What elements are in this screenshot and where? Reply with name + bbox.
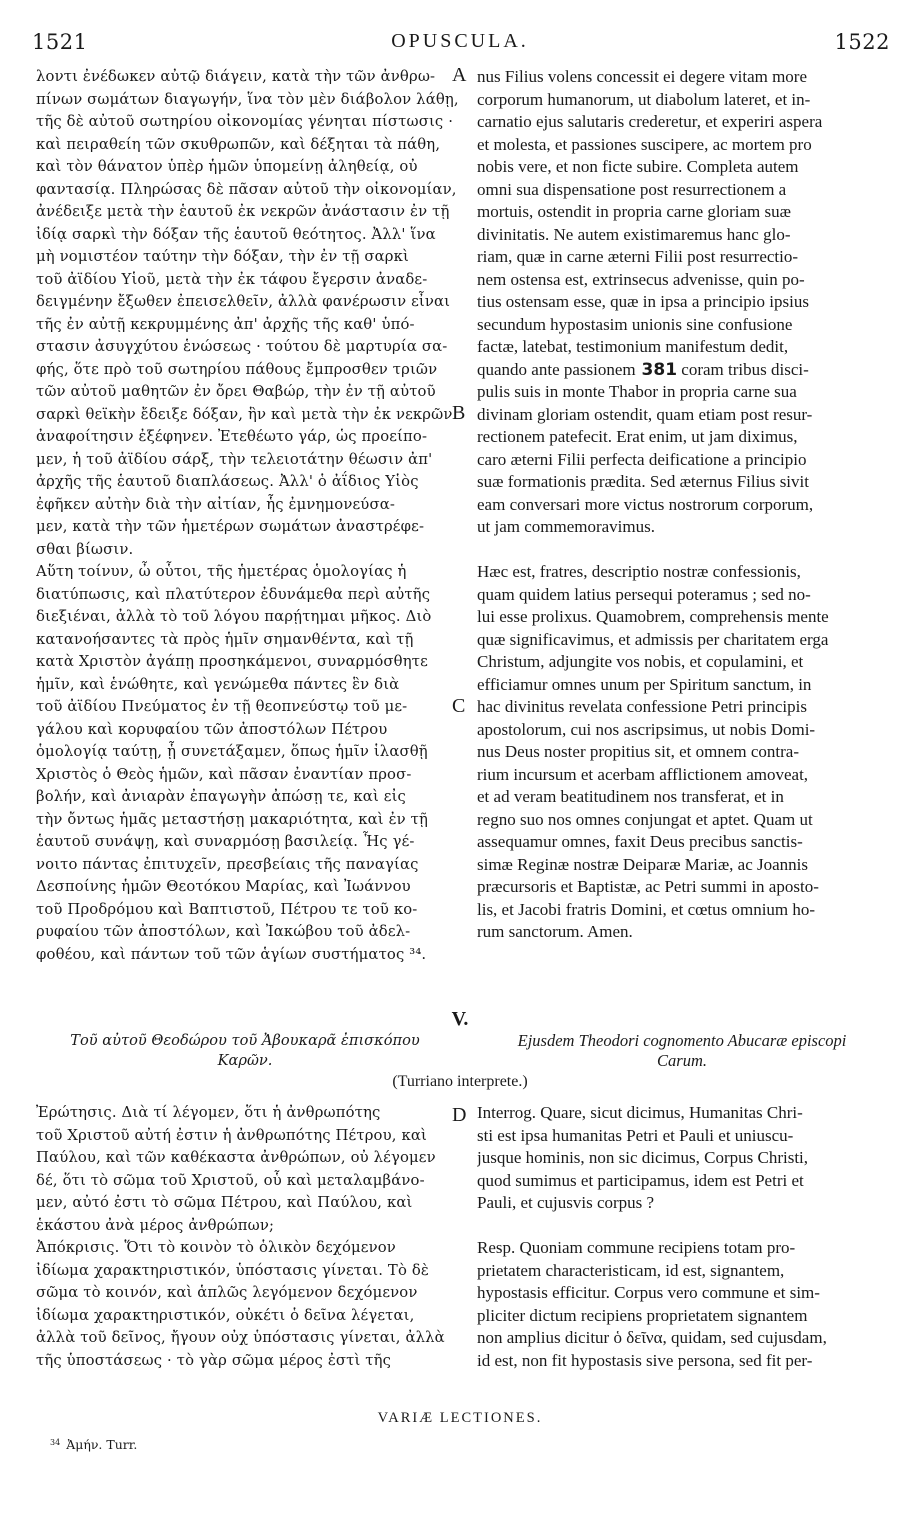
latin-text-line: regno suo nos omnes conjungat et aptet. Quam ut [477, 809, 813, 829]
greek-text-line: τῆς δὲ αὐτοῦ σωτηρίου οἰκονομίας γένηται πίστωσις · [36, 113, 454, 130]
greek-text-line: ἰδίᾳ σαρκὶ τὴν δόξαν τῆς ἑαυτοῦ θεότητος. Ἀλλ' ἵνα [36, 225, 436, 243]
latin-text-line: nem ostensa est, extrinsecus advenisse, quin po- [477, 269, 805, 289]
greek-text-line: βολήν, καὶ ἀνιαρὰν ἐπαγωγὴν ἀπώσῃ τε, καὶ εἰς [36, 788, 406, 805]
greek-text-line: στασιν ἀσυγχύτου ἑνώσεως · τούτου δὲ μαρτυρία σα- [36, 338, 448, 355]
greek-text-line: τὴν ὄντως ἡμᾶς μεταστήσῃ μακαριότητα, καὶ ἐν τῇ [36, 810, 429, 828]
greek-text-line: Αὕτη τοίνυν, ὦ οὗτοι, τῆς ἡμετέρας ὁμολογίας ἡ [36, 563, 407, 580]
greek-text-line: ἀνέδειξε μετὰ τὴν ἑαυτοῦ ἐκ νεκρῶν ἀνάστασιν ἐν τῇ [36, 203, 450, 220]
latin-text-line: pliciter dictum recipiens proprietatem signantem [477, 1305, 808, 1325]
greek-text-line: σῶμα τὸ κοινόν, καὶ ἁπλῶς λεγόμενον δεχόμενον [36, 1284, 418, 1301]
latin-text-line: assequamur omnes, faxit Deus precibus sanctis- [477, 832, 803, 851]
greek-text-line: μεν, κατὰ τὴν τῶν ἡμετέρων σωμάτων ἀναστρέφε- [36, 518, 425, 535]
margin-letter-d: D [452, 1104, 467, 1126]
greek-text-line: γάλου καὶ κορυφαίου τῶν ἀποστόλων Πέτρου [36, 720, 388, 738]
greek-text-line: φής, ὅτε πρὸ τοῦ σωτηρίου πάθους ἔμπροσθεν τριῶν [36, 360, 438, 378]
latin-text-line: et molesta, et passiones suscipere, ac mortem pro [477, 134, 812, 154]
greek-text-line: ρυφαίου τῶν ἀποστόλων, καὶ Ἰακώβου τοῦ ἀδελ- [36, 923, 411, 940]
latin-text-line: lui esse prolixus. Quamobrem, comprehensis mente [477, 607, 829, 626]
greek-text-line: διατύπωσις, καὶ πλατύτερον ἐδυνάμεθα περὶ αὐτῆς [36, 585, 431, 603]
greek-text-line: Παύλου, καὶ τῶν καθέκαστα ἀνθρώπων, οὐ λέγομεν [36, 1149, 436, 1166]
greek-text-line: διεξιέναι, ἀλλὰ τὸ τοῦ λόγου παρῄτημαι μῆκος. Διὸ [36, 608, 432, 625]
greek-text-line: λοντι ἐνέδωκεν αὐτῷ διάγειν, κατὰ τὴν τῶν ἀνθρω- [36, 68, 436, 85]
greek-text-line: τῆς ἐν αὐτῇ κεκρυμμένης ἀπ' ἀρχῆς τῆς καθ' ὑπό- [36, 315, 415, 333]
latin-column-top [477, 66, 885, 944]
latin-text-line: nobis vere, et non ficte subire. Completa autem [477, 157, 799, 176]
greek-text-line: τοῦ Προδρόμου καὶ Βαπτιστοῦ, Πέτρου τε τοῦ κο- [36, 900, 418, 918]
latin-text-line: factæ, latebat, testimonium manifestum dedit, [477, 337, 789, 356]
page-number-left: 1521 [32, 30, 88, 54]
latin-text-line: non amplius dicitur ὁ δεῖνα, quidam, sed cujusdam, [477, 1328, 827, 1347]
greek-text-line: ἰδίωμα χαρακτηριστικόν, οὐκέτι ὁ δεῖνα λέγεται, [36, 1306, 415, 1324]
greek-text-line: πίνων σωμάτων διαγωγήν, ἵνα τὸν μὲν διάβολον λάθῃ, [36, 90, 459, 108]
latin-text-line: præcursoris et Baptistæ, ac Petri summi in aposto- [477, 877, 819, 896]
greek-text-line: δέ, ὅτι τὸ σῶμα τοῦ Χριστοῦ, οὗ καὶ μεταλαμβάνο- [36, 1171, 425, 1189]
latin-text-line: suæ formationis prædita. Sed æternus Filius sivit [477, 472, 809, 491]
greek-text-line: φοθέου, καὶ πάντων τοῦ τῶν ἁγίων συστήματος ³⁴. [36, 945, 427, 963]
latin-text-line [477, 539, 885, 562]
latin-text-line: Christum, adjungite vos nobis, et copulamini, et [477, 652, 804, 671]
latin-text-line: divinam gloriam ostendit, quam etiam post resur- [477, 404, 813, 424]
latin-text-line: corporum humanorum, ut diabolum lateret, et in- [477, 89, 811, 109]
latin-text-line: nus Deus noster propitius sit, et omnem contra- [477, 742, 800, 761]
greek-text-line: τοῦ ἀϊδίου Υἱοῦ, μετὰ τὴν ἐκ τάφου ἔγερσιν ἀναδε- [36, 270, 428, 288]
greek-text-line: μὴ νομιστέον ταύτην τὴν δόξαν, τὴν ἐν τῇ σαρκὶ [36, 248, 409, 265]
latin-text-continuation: coram tribus disci- [677, 359, 809, 379]
greek-text-line: ἑκάστου ἀνὰ μέρος ἀνθρώπων; [36, 1216, 275, 1234]
running-title: OPUSCULA. [391, 30, 529, 52]
latin-text-line: prietatem characteristicam, id est, signantem, [477, 1260, 785, 1280]
greek-text-line: τοῦ ἀϊδίου Πνεύματος ἐν τῇ θεοπνεύστῳ τοῦ με- [36, 698, 408, 715]
footnote [50, 1437, 137, 1452]
latin-text-line: et ad veram beatitudinem nos transferat, et in [477, 787, 784, 806]
latin-text-line: nus Filius volens concessit ei degere vitam more [477, 67, 808, 86]
section-number: V. [451, 1008, 469, 1030]
latin-section-title [477, 1031, 887, 1071]
latin-text-line: caro æterni Filii perfecta deificatione a principio [477, 449, 807, 469]
greek-text-line: τῶν αὐτοῦ μαθητῶν ἐν ὄρει Θαβώρ, τὴν ἐν τῇ αὐτοῦ [36, 383, 436, 400]
greek-text-line: ἡμῖν, καὶ ἑνώθητε, καὶ γενώμεθα πάντες ἓν διὰ [36, 675, 400, 693]
latin-text-line: Pauli, et cujusvis corpus ? [477, 1193, 655, 1212]
latin-text-line: lis, et Jacobi fratris Domini, et cœtus omnium ho- [477, 899, 816, 919]
greek-text-line: μεν, αὐτό ἐστι τὸ σῶμα Πέτρου, καὶ Παύλου, καὶ [36, 1194, 413, 1211]
latin-text-line: carnatio ejus salutaris crederetur, et experiri aspera [477, 112, 823, 131]
greek-text-line: δειγμένην ἔξωθεν ἐπεισελθεῖν, ἀλλὰ φανέρωσιν εἶναι [36, 293, 451, 310]
greek-title-line-1: Τοῦ αὐτοῦ Θεοδώρου τοῦ Ἀβουκαρᾶ ἐπισκόπου [70, 1032, 420, 1049]
margin-letter-b: B [452, 402, 466, 424]
latin-text-line: id est, non fit hypostasis sive persona, sed fit per- [477, 1350, 813, 1370]
greek-text-line: Ἐρώτησις. Διὰ τί λέγομεν, ὅτι ἡ ἀνθρωπότης [36, 1104, 381, 1121]
greek-text-line: κατὰ Χριστὸν ἀγάπῃ προσηκάμενοι, συναρμόσθητε [36, 653, 428, 670]
latin-text-line: omni sua dispensatione post resurrectionem a [477, 179, 787, 199]
latin-text-line: rum sanctorum. Amen. [477, 922, 633, 941]
greek-text-line: σθαι βίωσιν. [36, 540, 134, 558]
latin-text-line: jusque hominis, non sic dicimus, Corpus Christi, [477, 1148, 809, 1167]
latin-text-line: quæ significavimus, et admissis per charitatem erga [477, 629, 829, 649]
latin-text-line [477, 1215, 885, 1238]
greek-text-line: ἀρχῆς τῆς ἑαυτοῦ διαπλάσεως. Ἀλλ' ὁ ἀΐδιος Υἱὸς [36, 473, 419, 490]
greek-title-line-2: Καρῶν. [217, 1052, 273, 1069]
latin-text-line: hac divinitus revelata confessione Petri principis [477, 697, 807, 716]
latin-text-line: secundum hypostasim unionis sine confusione [477, 314, 793, 334]
latin-text-line: quod sumimus et participamus, idem est Petri et [477, 1170, 804, 1190]
latin-text-line: sti est ipsa humanitas Petri et Pauli et uniuscu- [477, 1125, 794, 1145]
greek-text-line: φαντασίᾳ. Πληρώσας δὲ πᾶσαν αὐτοῦ τὴν οἰκονομίαν, [36, 180, 457, 198]
greek-text-line: ἀναφοίτησιν ἐξέφηνεν. Ἐτεθέωτο γάρ, ὡς προείπο- [36, 428, 428, 445]
page-number-right: 1522 [834, 30, 890, 54]
greek-text-line: Ἀπόκρισις. Ὅτι τὸ κοινὸν τὸ ὁλικὸν δεχόμενον [36, 1239, 396, 1256]
latin-text-line: Hæc est, fratres, descriptio nostræ confessionis, [477, 562, 801, 581]
margin-letter-a: A [452, 64, 467, 86]
latin-text-line: Resp. Quoniam commune recipiens totam pro- [477, 1238, 796, 1257]
footnote-text: Ἀμήν. Turr. [66, 1437, 138, 1452]
greek-text-line: Χριστὸς ὁ Θεὸς ἡμῶν, καὶ πᾶσαν ἐναντίαν προσ- [36, 765, 412, 783]
latin-text-line: simæ Reginæ nostræ Deiparæ Mariæ, ac Joannis [477, 854, 809, 874]
latin-text-line: quam quidem latius persequi poteramus ; sed no- [477, 584, 811, 604]
greek-text-line: ἰδίωμα χαρακτηριστικόν, ὑπόστασις γίνεται. Τὸ δὲ [36, 1261, 430, 1279]
greek-text-line: ἑαυτοῦ συνάψῃ, καὶ συναρμόσῃ βασιλείᾳ. Ἧς γέ- [36, 833, 415, 850]
latin-text-line: rium incursum et acerbam afflictionem amoveat, [477, 764, 809, 784]
variae-lectiones-heading: VARIÆ LECTIONES. [377, 1410, 543, 1426]
latin-text-line: Interrog. Quare, sicut dicimus, Humanitas Chri- [477, 1103, 803, 1122]
latin-text-line: rectionem patefecit. Erat enim, ut jam diximus, [477, 427, 798, 446]
latin-text-line: pulis suis in monte Thabor in propria carne sua [477, 382, 797, 401]
latin-text-line: tius ostensam esse, quæ in ipsa a principio ipsius [477, 292, 809, 311]
latin-text-line: efficiamur omnes unum per Spiritum sanctum, in [477, 674, 812, 694]
greek-text-line: κατανοήσαντες τὰ πρὸς ἡμῖν σημανθέντα, καὶ τῇ [36, 630, 414, 648]
greek-text-line: ὁμολογίᾳ ταύτῃ, ᾗ συνετάξαμεν, ὅπως ἡμῖν ἱλασθῇ [36, 743, 428, 760]
margin-letter-c: C [452, 695, 466, 717]
latin-text-line: divinitatis. Ne autem existimaremus hanc glo- [477, 224, 791, 244]
greek-text-line: Δεσποίνης ἡμῶν Θεοτόκου Μαρίας, καὶ Ἰωάννου [36, 878, 411, 895]
greek-text-line: νοιτο πάντας ἐπιτυχεῖν, πρεσβείαις τῆς παναγίας [36, 855, 419, 873]
column-number-marker: 381 [635, 359, 678, 380]
greek-text-line: ἐφῆκεν αὐτὴν διὰ τὴν αἰτίαν, ἧς ἐμνημονεύσα- [36, 495, 395, 513]
greek-column-top [36, 66, 462, 966]
latin-column-bottom [477, 1102, 885, 1372]
latin-text-line: riam, quæ in carne æterni Filii post resurrectio- [477, 247, 799, 266]
greek-text-line: καὶ πειραθείη τῶν σκυθρωπῶν, καὶ δέξηται τὰ πάθη, [36, 135, 441, 153]
greek-text-line: ἀλλὰ τοῦ δεῖνος, ἤγουν οὐχ ὑπόστασις γίνεται, ἀλλὰ [36, 1329, 445, 1346]
greek-column-bottom [36, 1102, 462, 1372]
greek-text-line: τοῦ Χριστοῦ αὐτή ἐστιν ἡ ἀνθρωπότης Πέτρου, καὶ [36, 1126, 427, 1144]
latin-title-line-1: Ejusdem Theodori cognomento Abucaræ episcopi [517, 1031, 847, 1050]
footnote-number: 34 [50, 1438, 61, 1447]
latin-title-line-2: Carum. [657, 1051, 707, 1070]
latin-text-line: hypostasis efficitur. Corpus vero commune et sim- [477, 1283, 820, 1302]
latin-text-line: eam conversari more victus nostrorum corporum, [477, 494, 814, 514]
latin-text-line: ut jam commemoravimus. [477, 517, 655, 536]
latin-text-line: apostolorum, cui nos ascripsimus, ut nobis Domi- [477, 719, 816, 739]
latin-text-line: quando ante passionem 381 coram tribus disci- [477, 359, 809, 380]
latin-text-line: mortuis, ostendit in propria carne gloriam suæ [477, 202, 791, 221]
greek-text-line: μεν, ἡ τοῦ ἀϊδίου σάρξ, τὴν τελειοτάτην θέωσιν ἀπ' [36, 450, 433, 468]
greek-text-line: σαρκὶ θεϊκὴν ἔδειξε δόξαν, ἣν καὶ μετὰ τὴν ἐκ νεκρῶν [36, 405, 453, 423]
interpreter-note: (Turriano interprete.) [392, 1073, 528, 1090]
greek-text-line: καὶ τὸν θάνατον ὑπὲρ ἡμῶν ὑπομείνῃ ἀληθείᾳ, οὐ [36, 158, 418, 175]
greek-section-title [40, 1031, 450, 1071]
greek-text-line: τῆς ὑποστάσεως · τὸ γὰρ σῶμα μέρος ἐστὶ τῆς [36, 1351, 392, 1369]
